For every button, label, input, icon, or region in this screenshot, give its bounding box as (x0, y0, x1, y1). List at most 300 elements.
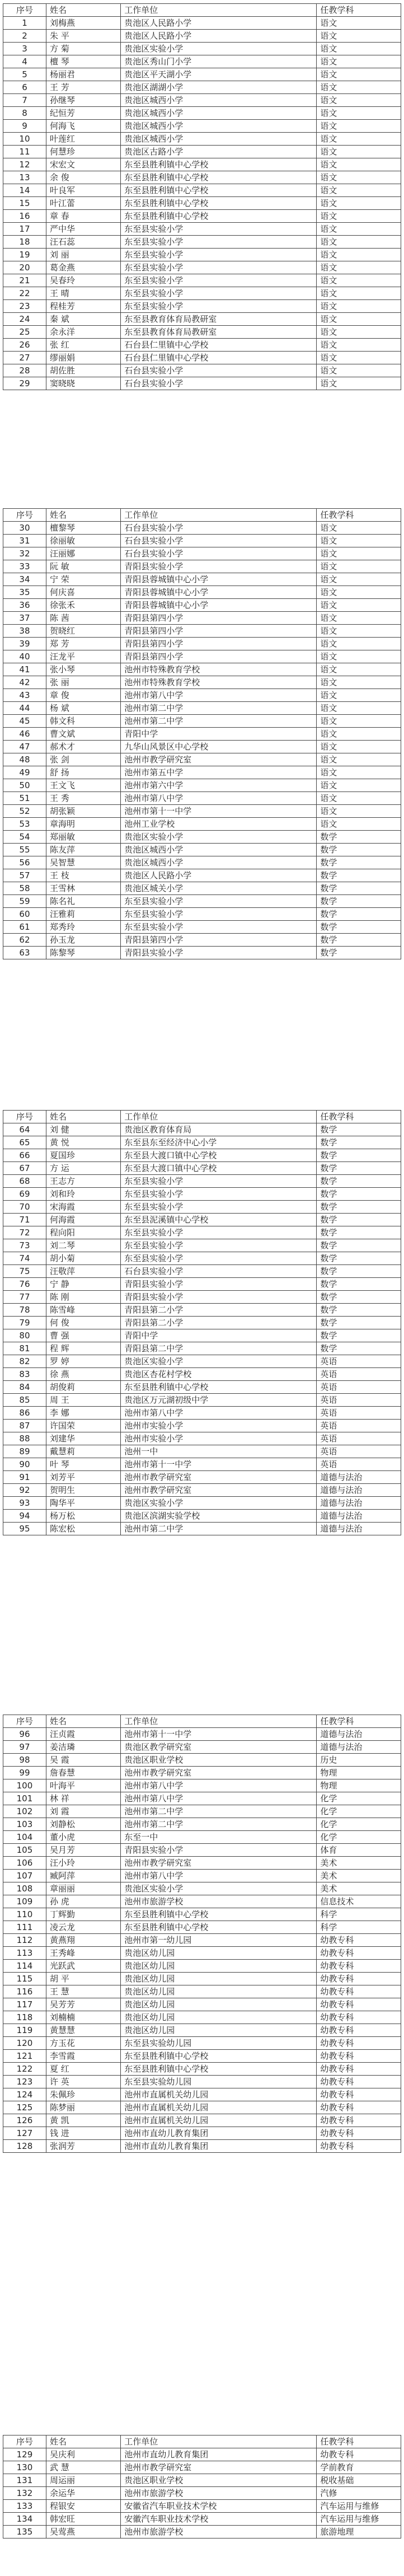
seq-cell: 106 (3, 1857, 46, 1870)
subject-cell: 语文 (317, 300, 401, 313)
unit-cell: 贵池区万元湖初级中学 (121, 1394, 317, 1407)
name-cell: 朱 平 (46, 30, 120, 43)
unit-cell: 贵池区实验小学 (121, 831, 317, 844)
table-row (3, 1471, 401, 1484)
subject-cell: 美术 (317, 1882, 401, 1895)
subject-cell: 旅游地理 (317, 2526, 401, 2538)
unit-cell: 池州市教学研究室 (121, 1484, 317, 1497)
name-cell: 黄慧慧 (46, 2024, 120, 2037)
seq-cell: 131 (3, 2474, 46, 2487)
table-header-row (3, 509, 401, 522)
table-row (3, 1484, 401, 1497)
unit-cell: 贵池区城西小学 (121, 94, 317, 107)
subject-cell: 数学 (317, 908, 401, 921)
table-row (3, 2140, 401, 2153)
unit-cell: 池州市旅游学校 (121, 2526, 317, 2538)
table-header-row (3, 1715, 401, 1728)
unit-cell: 贵池区教学研究室 (121, 1741, 317, 1754)
seq-cell: 130 (3, 2461, 46, 2474)
seq-cell: 16 (3, 210, 46, 223)
header-subject: 任教学科 (317, 2436, 401, 2448)
unit-cell: 池州市第八中学 (121, 1870, 317, 1882)
unit-cell: 东至县胜利镇中心学校 (121, 2063, 317, 2076)
table-row (3, 1432, 401, 1445)
subject-cell: 数学 (317, 1175, 401, 1188)
unit-cell: 贵池区秀山门小学 (121, 55, 317, 68)
roster-table-1 (3, 3, 401, 390)
table-row (3, 300, 401, 313)
unit-cell: 东至县实验小学 (121, 274, 317, 287)
seq-cell: 46 (3, 728, 46, 741)
seq-cell: 99 (3, 1767, 46, 1779)
seq-cell: 63 (3, 947, 46, 959)
seq-cell: 24 (3, 313, 46, 326)
name-cell: 叶 琴 (46, 1458, 120, 1471)
table-row (3, 882, 401, 895)
name-cell: 徐张禾 (46, 599, 120, 612)
subject-cell: 幼教专科 (317, 1947, 401, 1960)
header-name: 姓名 (46, 2436, 120, 2448)
seq-cell: 112 (3, 1934, 46, 1947)
seq-cell: 42 (3, 676, 46, 689)
subject-cell: 语文 (317, 158, 401, 171)
name-cell: 陈名礼 (46, 895, 120, 908)
table-row (3, 1355, 401, 1368)
subject-cell: 数学 (317, 1252, 401, 1265)
name-cell: 余永洋 (46, 326, 120, 339)
subject-cell: 语文 (317, 535, 401, 547)
name-cell: 余 俊 (46, 171, 120, 184)
subject-cell: 语文 (317, 586, 401, 599)
subject-cell: 语文 (317, 663, 401, 676)
name-cell: 纪恒芳 (46, 107, 120, 120)
unit-cell: 池州市第八中学 (121, 689, 317, 702)
seq-cell: 120 (3, 2037, 46, 2050)
table-row (3, 2050, 401, 2063)
unit-cell: 贵池区城西小学 (121, 107, 317, 120)
seq-cell: 101 (3, 1792, 46, 1805)
name-cell: 胡小菊 (46, 1252, 120, 1265)
name-cell: 王 枝 (46, 869, 120, 882)
table-row (3, 158, 401, 171)
seq-cell: 4 (3, 55, 46, 68)
name-cell: 余运华 (46, 2487, 120, 2500)
seq-cell: 23 (3, 300, 46, 313)
table-row (3, 120, 401, 133)
seq-cell: 21 (3, 274, 46, 287)
table-row (3, 1407, 401, 1420)
unit-cell: 贵池区人民路小学 (121, 17, 317, 30)
table-row (3, 1136, 401, 1149)
name-cell: 何 俊 (46, 1317, 120, 1329)
table-row (3, 2448, 401, 2461)
seq-cell: 44 (3, 702, 46, 715)
subject-cell: 化学 (317, 1792, 401, 1805)
table-row (3, 1265, 401, 1278)
subject-cell: 数学 (317, 1136, 401, 1149)
name-cell: 方 运 (46, 1162, 120, 1175)
name-cell: 阮 敏 (46, 560, 120, 573)
subject-cell: 语文 (317, 210, 401, 223)
name-cell: 黄燕翔 (46, 1934, 120, 1947)
seq-cell: 39 (3, 638, 46, 650)
name-cell: 章 俊 (46, 689, 120, 702)
unit-cell: 池州市直幼儿教育集团 (121, 2140, 317, 2153)
subject-cell: 幼教专科 (317, 2127, 401, 2140)
seq-cell: 102 (3, 1805, 46, 1818)
name-cell: 钱 进 (46, 2127, 120, 2140)
name-cell: 王文飞 (46, 779, 120, 792)
unit-cell: 池州市第八中学 (121, 1792, 317, 1805)
table-row (3, 2474, 401, 2487)
name-cell: 韩文科 (46, 715, 120, 728)
table-row (3, 741, 401, 753)
table-row (3, 171, 401, 184)
unit-cell: 东至县胜利镇中心学校 (121, 1381, 317, 1394)
subject-cell: 英语 (317, 1394, 401, 1407)
name-cell: 胡 平 (46, 1973, 120, 1985)
unit-cell: 东至县实验小学 (121, 1239, 317, 1252)
unit-cell: 青阳县第二小学 (121, 1304, 317, 1317)
seq-cell: 50 (3, 779, 46, 792)
seq-cell: 114 (3, 1960, 46, 1973)
seq-cell: 32 (3, 547, 46, 560)
seq-cell: 13 (3, 171, 46, 184)
unit-cell: 贵池区幼儿园 (121, 1985, 317, 1998)
seq-cell: 26 (3, 339, 46, 352)
table-row (3, 197, 401, 210)
table-header-row (3, 2436, 401, 2448)
seq-cell: 107 (3, 1870, 46, 1882)
subject-cell: 语文 (317, 364, 401, 377)
seq-cell: 97 (3, 1741, 46, 1754)
subject-cell: 语文 (317, 223, 401, 236)
table-row (3, 2526, 401, 2538)
table-row (3, 1857, 401, 1870)
unit-cell: 池州市第十一中学 (121, 1728, 317, 1741)
table-row (3, 638, 401, 650)
unit-cell: 贵池区杏花村学校 (121, 1368, 317, 1381)
subject-cell: 物理 (317, 1767, 401, 1779)
name-cell: 王 芳 (46, 81, 120, 94)
table-row (3, 625, 401, 638)
seq-cell: 5 (3, 68, 46, 81)
seq-cell: 123 (3, 2076, 46, 2088)
subject-cell: 语文 (317, 779, 401, 792)
seq-cell: 133 (3, 2500, 46, 2513)
table-row (3, 1188, 401, 1201)
table-row (3, 2461, 401, 2474)
subject-cell: 语文 (317, 650, 401, 663)
seq-cell: 126 (3, 2114, 46, 2127)
table-row (3, 261, 401, 274)
unit-cell: 东至县实验小学 (121, 261, 317, 274)
name-cell: 方 菊 (46, 43, 120, 55)
seq-cell: 20 (3, 261, 46, 274)
table-row (3, 560, 401, 573)
name-cell: 王秀峰 (46, 1947, 120, 1960)
subject-cell: 语文 (317, 547, 401, 560)
unit-cell: 贵池区幼儿园 (121, 1973, 317, 1985)
name-cell: 郑丽敏 (46, 831, 120, 844)
unit-cell: 贵池区古路小学 (121, 146, 317, 158)
table-row (3, 1458, 401, 1471)
table-row (3, 1741, 401, 1754)
subject-cell: 语文 (317, 792, 401, 805)
unit-cell: 贵池区平天湖小学 (121, 68, 317, 81)
subject-cell: 道德与法治 (317, 1741, 401, 1754)
unit-cell: 安徽省汽车职业技术学校 (121, 2500, 317, 2513)
unit-cell: 贵池区职业学校 (121, 1754, 317, 1767)
subject-cell: 语文 (317, 81, 401, 94)
unit-cell: 东至县实验幼儿园 (121, 2076, 317, 2088)
unit-cell: 东至县胜利镇中心学校 (121, 2050, 317, 2063)
subject-cell: 语文 (317, 120, 401, 133)
unit-cell: 石台县仁里镇中心学校 (121, 339, 317, 352)
seq-cell: 8 (3, 107, 46, 120)
seq-cell: 125 (3, 2101, 46, 2114)
seq-cell: 93 (3, 1497, 46, 1510)
name-cell: 程 辉 (46, 1342, 120, 1355)
seq-cell: 61 (3, 921, 46, 934)
subject-cell: 语文 (317, 326, 401, 339)
unit-cell: 池州市第八中学 (121, 792, 317, 805)
table-row (3, 1226, 401, 1239)
table-row (3, 287, 401, 300)
seq-cell: 118 (3, 2011, 46, 2024)
subject-cell: 语文 (317, 625, 401, 638)
subject-cell: 学前教育 (317, 2461, 401, 2474)
table-row (3, 831, 401, 844)
table-row (3, 586, 401, 599)
name-cell: 吴芳芳 (46, 1998, 120, 2011)
table-row (3, 184, 401, 197)
unit-cell: 池州市实验小学 (121, 1420, 317, 1432)
seq-cell: 77 (3, 1291, 46, 1304)
name-cell: 宁 静 (46, 1278, 120, 1291)
table-row (3, 1779, 401, 1792)
subject-cell: 道德与法治 (317, 1523, 401, 1535)
table-row (3, 43, 401, 55)
name-cell: 葛金燕 (46, 261, 120, 274)
unit-cell: 青阳县实验小学 (121, 947, 317, 959)
name-cell: 吴月芳 (46, 1844, 120, 1857)
name-cell: 凌云龙 (46, 1921, 120, 1934)
unit-cell: 青阳县实验小学 (121, 1278, 317, 1291)
unit-cell: 池州市第二中学 (121, 1523, 317, 1535)
table-row (3, 236, 401, 249)
name-cell: 光跃武 (46, 1960, 120, 1973)
table-row (3, 68, 401, 81)
subject-cell: 数学 (317, 1342, 401, 1355)
seq-cell: 18 (3, 236, 46, 249)
seq-cell: 40 (3, 650, 46, 663)
seq-cell: 55 (3, 844, 46, 856)
unit-cell: 贵池区实验小学 (121, 1882, 317, 1895)
table-row (3, 947, 401, 959)
roster-table-4 (3, 1715, 401, 2153)
name-cell: 吴智慧 (46, 856, 120, 869)
unit-cell: 池州市旅游学校 (121, 2487, 317, 2500)
unit-cell: 东至县教育体育局教研室 (121, 313, 317, 326)
name-cell: 汪贞霞 (46, 1728, 120, 1741)
table-row (3, 326, 401, 339)
subject-cell: 数学 (317, 869, 401, 882)
table-row (3, 818, 401, 831)
header-seq: 序号 (3, 2436, 46, 2448)
table-row (3, 1985, 401, 1998)
table-row (3, 313, 401, 326)
seq-cell: 56 (3, 856, 46, 869)
name-cell: 周 王 (46, 1394, 120, 1407)
table-row (3, 792, 401, 805)
subject-cell: 数学 (317, 844, 401, 856)
name-cell: 张 剑 (46, 753, 120, 766)
seq-cell: 86 (3, 1407, 46, 1420)
subject-cell: 语文 (317, 689, 401, 702)
unit-cell: 贵池区实验小学 (121, 1355, 317, 1368)
unit-cell: 池州市第一幼儿园 (121, 1934, 317, 1947)
unit-cell: 贵池区湖湖小学 (121, 81, 317, 94)
subject-cell: 幼教专科 (317, 2101, 401, 2114)
table-row (3, 1882, 401, 1895)
seq-cell: 85 (3, 1394, 46, 1407)
header-name: 姓名 (46, 1715, 120, 1728)
header-name: 姓名 (46, 509, 120, 522)
seq-cell: 49 (3, 766, 46, 779)
seq-cell: 104 (3, 1831, 46, 1844)
roster-table-2 (3, 508, 401, 959)
seq-cell: 132 (3, 2487, 46, 2500)
table-row (3, 547, 401, 560)
subject-cell: 英语 (317, 1407, 401, 1420)
seq-cell: 52 (3, 805, 46, 818)
subject-cell: 语文 (317, 236, 401, 249)
subject-cell: 语文 (317, 171, 401, 184)
subject-cell: 化学 (317, 1831, 401, 1844)
unit-cell: 池州市第八中学 (121, 1407, 317, 1420)
subject-cell: 语文 (317, 17, 401, 30)
header-unit: 工作单位 (121, 509, 317, 522)
unit-cell: 东至县实验小学 (121, 908, 317, 921)
subject-cell: 英语 (317, 1445, 401, 1458)
subject-cell: 数学 (317, 1278, 401, 1291)
unit-cell: 东至县胜利镇中心学校 (121, 158, 317, 171)
seq-cell: 110 (3, 1908, 46, 1921)
header-unit: 工作单位 (121, 4, 317, 17)
subject-cell: 数学 (317, 1291, 401, 1304)
table-row (3, 352, 401, 364)
seq-cell: 66 (3, 1149, 46, 1162)
unit-cell: 东至县实验小学 (121, 223, 317, 236)
name-cell: 戴慧莉 (46, 1445, 120, 1458)
name-cell: 胡佐胜 (46, 364, 120, 377)
header-seq: 序号 (3, 509, 46, 522)
header-seq: 序号 (3, 1715, 46, 1728)
seq-cell: 15 (3, 197, 46, 210)
subject-cell: 幼教专科 (317, 2140, 401, 2153)
subject-cell: 英语 (317, 1458, 401, 1471)
subject-cell: 英语 (317, 1432, 401, 1445)
subject-cell: 语文 (317, 249, 401, 261)
seq-cell: 54 (3, 831, 46, 844)
unit-cell: 贵池区职业学校 (121, 2474, 317, 2487)
subject-cell: 数学 (317, 934, 401, 947)
table-row (3, 1239, 401, 1252)
subject-cell: 数学 (317, 947, 401, 959)
name-cell: 檀黎琴 (46, 522, 120, 535)
seq-cell: 134 (3, 2513, 46, 2526)
seq-cell: 25 (3, 326, 46, 339)
unit-cell: 池州工业学校 (121, 818, 317, 831)
subject-cell: 语文 (317, 94, 401, 107)
unit-cell: 池州市第二中学 (121, 1818, 317, 1831)
unit-cell: 贵池区幼儿园 (121, 1947, 317, 1960)
seq-cell: 7 (3, 94, 46, 107)
table-row (3, 844, 401, 856)
seq-cell: 64 (3, 1123, 46, 1136)
seq-cell: 6 (3, 81, 46, 94)
table-row (3, 663, 401, 676)
subject-cell: 语文 (317, 612, 401, 625)
table-row (3, 599, 401, 612)
seq-cell: 14 (3, 184, 46, 197)
subject-cell: 幼教专科 (317, 1973, 401, 1985)
seq-cell: 47 (3, 741, 46, 753)
unit-cell: 池州市第二中学 (121, 1805, 317, 1818)
unit-cell: 东至县东至经济中心小学 (121, 1136, 317, 1149)
table-row (3, 2088, 401, 2101)
table-row (3, 1394, 401, 1407)
subject-cell: 语文 (317, 377, 401, 390)
seq-cell: 95 (3, 1523, 46, 1535)
table-row (3, 1947, 401, 1960)
unit-cell: 东至县实验小学 (121, 236, 317, 249)
unit-cell: 池州市实验小学 (121, 1432, 317, 1445)
subject-cell: 数学 (317, 1239, 401, 1252)
seq-cell: 36 (3, 599, 46, 612)
name-cell: 詹春慧 (46, 1767, 120, 1779)
subject-cell: 幼教专科 (317, 1934, 401, 1947)
subject-cell: 数学 (317, 1188, 401, 1201)
subject-cell: 语文 (317, 133, 401, 146)
subject-cell: 幼教专科 (317, 2088, 401, 2101)
table-row (3, 1420, 401, 1432)
seq-cell: 92 (3, 1484, 46, 1497)
unit-cell: 贵池区幼儿园 (121, 2024, 317, 2037)
subject-cell: 语文 (317, 753, 401, 766)
unit-cell: 东至县实验小学 (121, 300, 317, 313)
unit-cell: 石台县实验小学 (121, 522, 317, 535)
seq-cell: 121 (3, 2050, 46, 2063)
table-row (3, 2513, 401, 2526)
subject-cell: 语文 (317, 352, 401, 364)
unit-cell: 东至县实验小学 (121, 1188, 317, 1201)
seq-cell: 71 (3, 1214, 46, 1226)
seq-cell: 29 (3, 377, 46, 390)
table-row (3, 1998, 401, 2011)
table-row (3, 895, 401, 908)
table-row (3, 805, 401, 818)
name-cell: 宁 荣 (46, 573, 120, 586)
name-cell: 刘建华 (46, 1432, 120, 1445)
subject-cell: 语文 (317, 339, 401, 352)
subject-cell: 英语 (317, 1381, 401, 1394)
seq-cell: 109 (3, 1895, 46, 1908)
subject-cell: 幼教专科 (317, 1985, 401, 1998)
table-row (3, 1792, 401, 1805)
seq-cell: 51 (3, 792, 46, 805)
